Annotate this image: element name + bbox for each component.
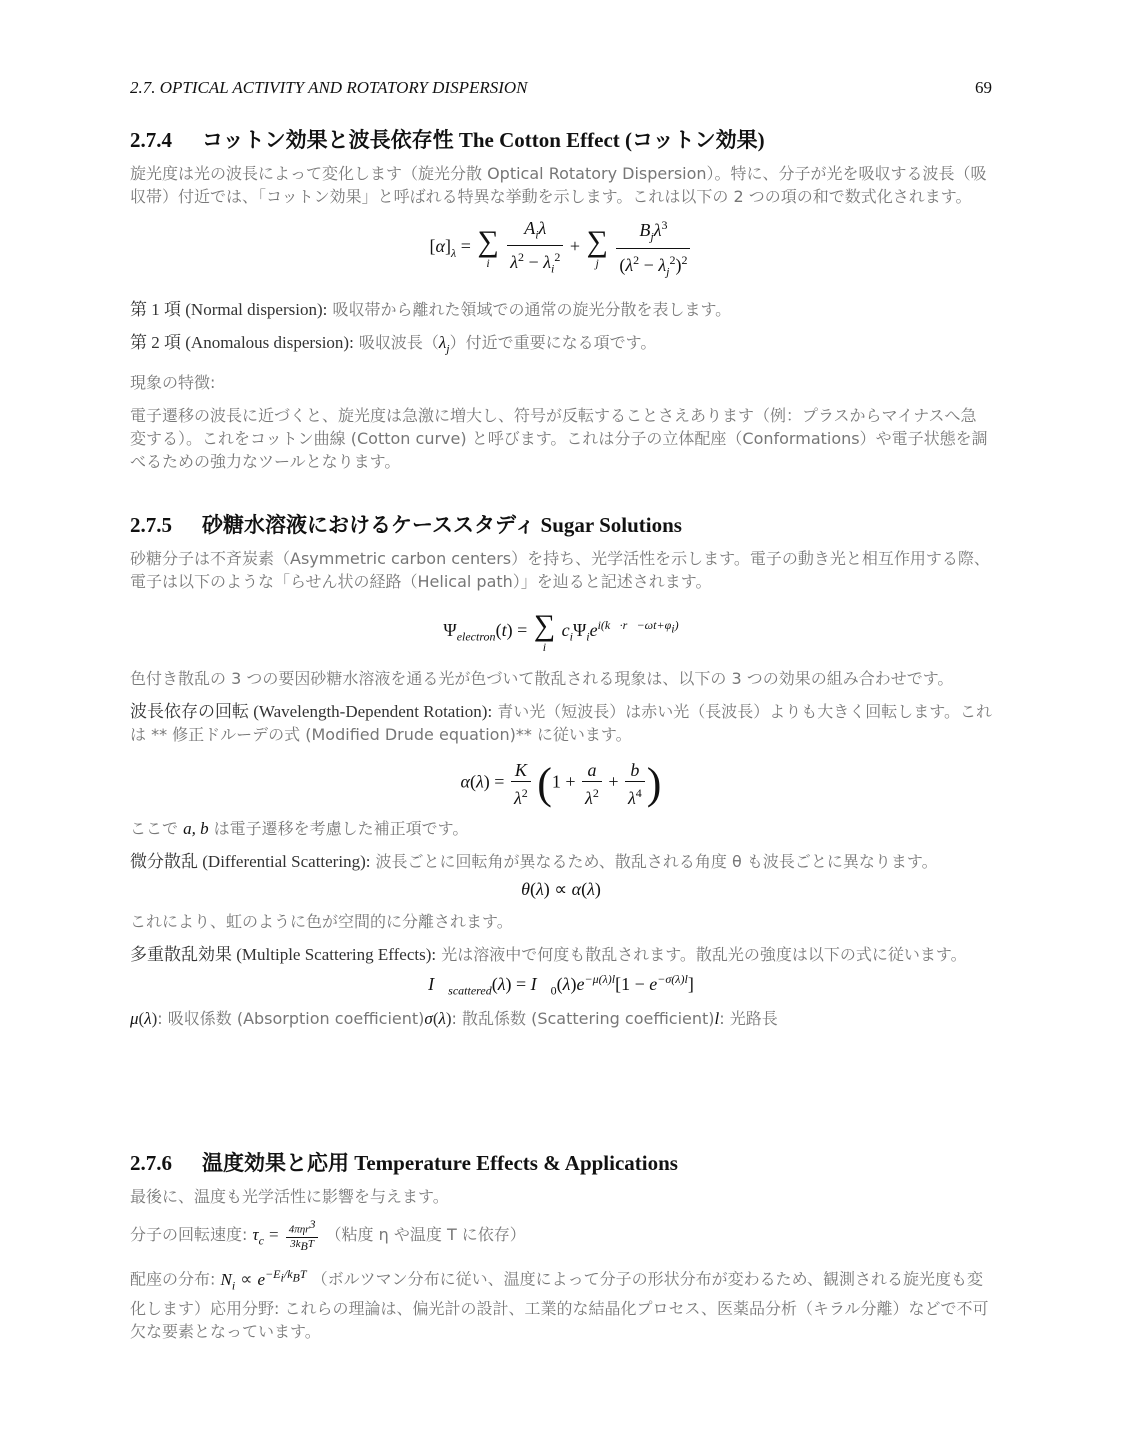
- section-heading: [130, 126, 992, 154]
- paragraph-intro: 最後に、温度も光学活性に影響を与えます。: [130, 1187, 449, 1206]
- wavelength-paragraph: 波長依存の回転 (Wavelength-Dependent Rotation): 青い光（短波長）は赤い光（長波長）よりも大きく回転します。これは ** 修正ドルーデの式 (Modified Drude equation)** に従います。: [130, 702, 992, 744]
- multiple-scattering-paragraph: 多重散乱効果 (Multiple Scattering Effects): 光は溶液中で何度も散乱されます。散乱光の強度は以下の式に従います。: [130, 945, 967, 964]
- features-heading: 現象の特徴:: [130, 372, 216, 392]
- section-title: 温度効果と応用 Temperature Effects & Applications: [202, 1151, 678, 1175]
- equation-cotton: $[\alpha]_\lambda$ = ∑ i $\frac{A_i\lambda}{\lambda^2 - \lambda_i^2}$ + ∑ j $\frac{B_j\lambda^3}{(\lambda^2 - \lambda_j^2)^2}$: [130, 214, 992, 282]
- sum-symbol: ∑ j: [586, 225, 608, 271]
- section-title: 砂糖水溶液におけるケーススタディ Sugar Solutions: [202, 513, 682, 537]
- running-header: [130, 78, 992, 98]
- distribution-paragraph: 配座の分布: $N_i \propto e^{-E_i/k_BT}$ （ボルツマン分布に従い、温度によって分子の形状分布が変わるため、観測される旋光度も変化します）応用分野: これらの理論は、偏光計の設計、工業的な結晶化プロセス、医薬品分析（キラル分離）などで不可欠な要素となっています。: [130, 1266, 989, 1341]
- scatter-intro: 色付き散乱の 3 つの要因砂糖水溶液を通る光が色づいて散乱される現象は、以下の 3 つの効果の組み合わせです。: [130, 669, 954, 688]
- section-number: 2.7.6: [130, 1151, 172, 1175]
- differential-paragraph: 微分散乱 (Differential Scattering): 波長ごとに回転角が異なるため、散乱される角度 θ も波長ごとに異なります。: [130, 852, 938, 871]
- term1-paragraph: 第 1 項 (Normal dispersion): 吸収帯から離れた領域での通常の旋光分散を表します。: [130, 300, 732, 320]
- section-2-7-5: [130, 511, 992, 1030]
- sum-symbol: ∑ i: [533, 609, 556, 654]
- section-2-7-4: [130, 126, 992, 473]
- equation-scattered: $I⃗_{scattered}(\lambda)$ = $I⃗_0(\lambda)e^{-\mu(\lambda)l}[1 - e^{-\sigma(\lambda)l}]$: [428, 972, 694, 998]
- section-number: 2.7.5: [130, 513, 172, 537]
- section-heading: [130, 1149, 992, 1177]
- equation-psi: $\Psi_{electron}(t)$ = ∑ i $c_i\Psi_ie^{i(k⃗\cdot r⃗-\omega t+\varphi_i)}$: [443, 609, 679, 654]
- equation-drude: α(λ) = $\frac{K}{\lambda^2}$ (1 + $\frac{a}{\lambda^2}$ + $\frac{b}{\lambda^4}$ ): [460, 759, 662, 808]
- running-title: 2.7. OPTICAL ACTIVITY AND ROTATORY DISPERSION: [130, 78, 528, 97]
- section-heading: [130, 511, 992, 539]
- section-number: 2.7.4: [130, 128, 172, 152]
- ab-paragraph: ここで a, b は電子遷移を考慮した補正項です。: [130, 819, 469, 838]
- rotation-speed-paragraph: 分子の回転速度: $\tau_c$ = $\frac{4\pi\eta r^3}{3k_BT}$ （粘度 η や温度 T に依存）: [130, 1217, 526, 1253]
- sum-symbol: ∑ i: [477, 225, 499, 271]
- paragraph-intro: 砂糖分子は不斉炭素（Asymmetric carbon centers）を持ち、光学活性を示します。電子の動き光と相互作用する際、電子は以下のような「らせん状の経路（Helical path）」を辿ると記述されます。: [130, 549, 990, 591]
- features-paragraph: 電子遷移の波長に近づくと、旋光度は急激に増大し、符号が反転することさえあります（例：プラスからマイナスへ急変する）。これをコットン曲線 (Cotton curve) と呼びます。これは分子の立体配座（Conformations）や電子状態を調べるための強力なツールとなります。: [130, 405, 988, 471]
- section-2-7-6: [130, 1149, 992, 1343]
- term2-paragraph: 第 2 項 (Anomalous dispersion): 吸収波長$(\lambda_j)$付近で重要になる項です。: [130, 333, 657, 356]
- rainbow-paragraph: これにより、虹のように色が空間的に分離されます。: [130, 912, 513, 931]
- section-title: コットン効果と波長依存性 The Cotton Effect (コットン効果): [202, 128, 765, 152]
- page: [130, 78, 992, 1341]
- coefficient-legend: μ(λ): 吸収係数 (Absorption coefficient)σ(λ): 散乱係数 (Scattering coefficient)l: 光路長: [130, 1008, 778, 1028]
- paragraph-intro: 旋光度は光の波長によって変化します（旋光分散 Optical Rotatory Dispersion）。特に、分子が光を吸収する波長（吸収帯）付近では、「コットン効果」と呼ばれる特異な挙動を示します。これは以下の 2 つの項の和で数式化されます。: [130, 164, 987, 206]
- page-number: 69: [975, 78, 992, 97]
- equation-theta: θ(λ) ∝ α(λ): [521, 879, 601, 899]
